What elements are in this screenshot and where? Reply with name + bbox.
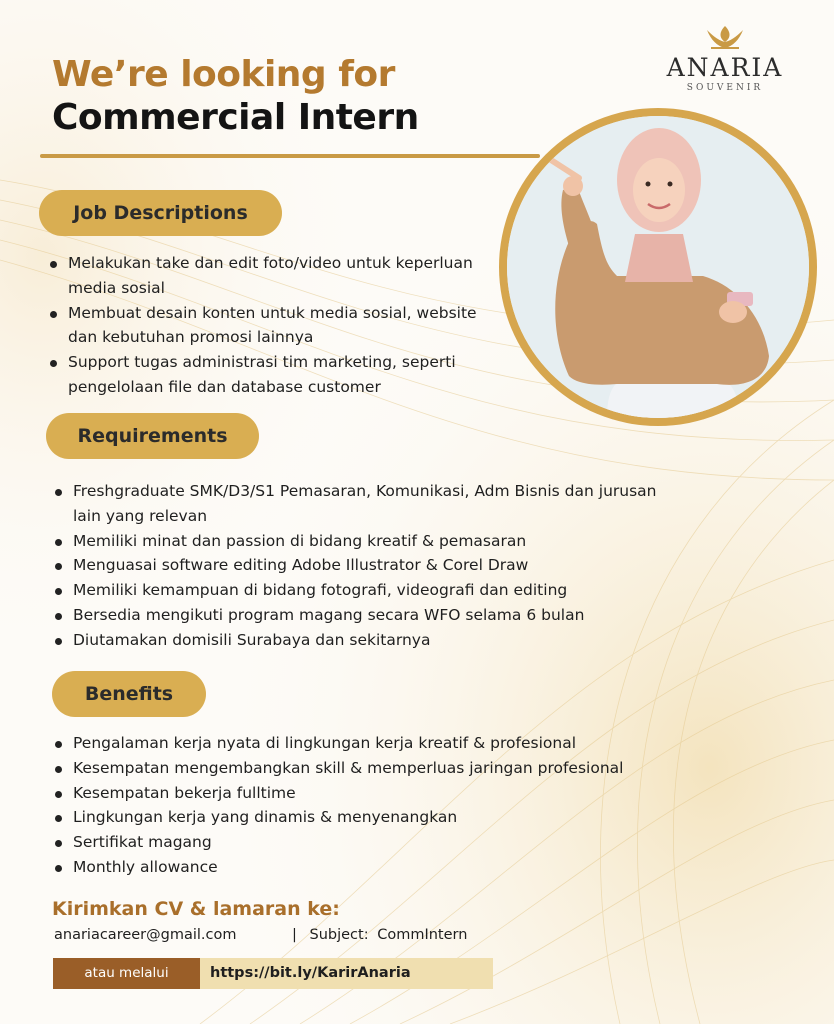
page-headline [52, 54, 419, 140]
requirements-heading: Requirements [46, 413, 259, 459]
list-item: Sertifikat magang [55, 830, 755, 855]
list-item: Menguasai software editing Adobe Illustrator & Corel Draw [55, 553, 675, 578]
woman-in-hijab-photo [507, 116, 809, 418]
list-item: Support tugas administrasi tim marketing, seperti pengelolaan file dan database customer [50, 350, 500, 400]
job-descriptions-heading: Job Descriptions [39, 190, 282, 236]
headline-line-1: We’re looking for [52, 54, 395, 95]
list-item: Monthly allowance [55, 855, 755, 880]
list-item: Memiliki kemampuan di bidang fotografi, videografi dan editing [55, 578, 675, 603]
apply-cta-heading: Kirimkan CV & lamaran ke: [52, 898, 340, 920]
benefits-list [55, 731, 755, 880]
list-item: Melakukan take dan edit foto/video untuk keperluan media sosial [50, 251, 500, 301]
list-item: Kesempatan mengembangkan skill & memperluas jaringan profesional [55, 756, 755, 781]
headline-line-2: Commercial Intern [52, 97, 419, 138]
list-item: Pengalaman kerja nyata di lingkungan kerja kreatif & profesional [55, 731, 755, 756]
headline-divider [40, 154, 540, 158]
photo-frame [499, 108, 817, 426]
job-descriptions-list [50, 251, 500, 400]
list-item: Diutamakan domisili Surabaya dan sekitarnya [55, 628, 675, 653]
brand-logo [660, 24, 790, 94]
benefits-heading: Benefits [52, 671, 206, 717]
career-url-link[interactable]: https://bit.ly/KarirAnaria [210, 965, 411, 981]
brand-name: ANARIA [666, 53, 784, 82]
list-item: Membuat desain konten untuk media sosial, website dan kebutuhan promosi lainnya [50, 301, 500, 351]
requirements-list [55, 479, 675, 653]
alt-channel-label: atau melalui [53, 958, 200, 989]
email-subject [292, 927, 467, 943]
application-link-bar [53, 958, 493, 989]
subject-separator: | [292, 927, 297, 943]
subject-value: CommIntern [377, 927, 468, 943]
list-item: Freshgraduate SMK/D3/S1 Pemasaran, Komunikasi, Adm Bisnis dan jurusan lain yang relevan [55, 479, 675, 529]
lotus-crest-icon [705, 24, 745, 52]
list-item: Memiliki minat dan passion di bidang kreatif & pemasaran [55, 529, 675, 554]
subject-label: Subject: [309, 927, 369, 943]
list-item: Bersedia mengikuti program magang secara WFO selama 6 bulan [55, 603, 675, 628]
list-item: Lingkungan kerja yang dinamis & menyenangkan [55, 805, 755, 830]
brand-tagline: SOUVENIR [686, 83, 764, 93]
list-item: Kesempatan bekerja fulltime [55, 781, 755, 806]
contact-email-link[interactable]: anariacareer@gmail.com [54, 927, 237, 943]
